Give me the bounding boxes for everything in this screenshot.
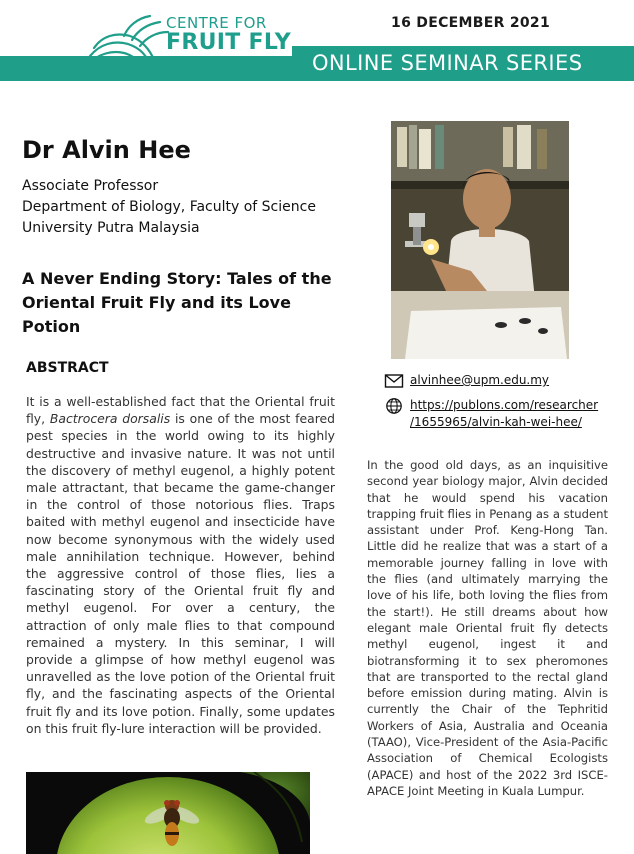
- abstract-text: [26, 393, 335, 737]
- logo-line-1: CENTRE FOR: [166, 14, 267, 32]
- publons-link-line-1[interactable]: https://publons.com/researcher: [410, 398, 599, 412]
- speaker-portrait: [391, 121, 569, 359]
- email-row: [384, 372, 624, 390]
- speaker-name: Dr Alvin Hee: [22, 136, 191, 164]
- speaker-affiliation: [22, 176, 316, 239]
- speaker-photo: [391, 121, 569, 359]
- globe-icon: [384, 397, 404, 415]
- fruit-fly-image: [26, 772, 310, 854]
- fruit-fly-photo: [26, 772, 310, 854]
- series-title: ONLINE SEMINAR SERIES: [312, 51, 583, 75]
- speaker-position: Associate Professor: [22, 178, 159, 194]
- publons-link-line-2[interactable]: /1655965/alvin-kah-wei-hee/: [410, 414, 582, 429]
- talk-title: A Never Ending Story: Tales of the Oriental Fruit Fly and its Love Potion: [22, 269, 332, 336]
- contact-details: [384, 372, 624, 437]
- species-name: Bactrocera dorsalis: [49, 411, 171, 427]
- envelope-icon: [384, 372, 404, 390]
- seminar-date: 16 DECEMBER 2021: [391, 15, 550, 31]
- logo-line-2: FRUIT FLY: [166, 30, 291, 55]
- web-row: [384, 397, 624, 430]
- abstract-body: is one of the most feared pest species in the world owing to its highly destructive and invasive nature. It was not until the discovery of methyl eugenol, a highly potent male attractant, that became the game-changer in the control of those notorious flies. Traps baited with methyl eugenol and insecticide have now become synonymous with the widely used male annihilation technique. However, behind the aggressive control of those flies, lies a fascinating story of the Oriental fruit fly and methyl eugenol. For over a century, the attraction of only male flies to that compound remained a mystery. In this seminar, I will provide a glimpse of how methyl eugenol was unravelled as the love potion of the Oriental fruit fly, and the fascinating aspects of the Oriental fruit fly and its love potion. Finally, some updates on this fruit fly-lure interaction will be provided.: [26, 411, 336, 736]
- abstract-intro: It is a well-established fact that the Oriental fruit fly,: [26, 394, 335, 427]
- series-banner: [292, 46, 634, 81]
- speaker-university: University Putra Malaysia: [22, 220, 200, 236]
- speaker-department: Department of Biology, Faculty of Science: [22, 199, 316, 215]
- publons-link[interactable]: [410, 397, 598, 430]
- email-link[interactable]: alvinhee@upm.edu.my: [410, 373, 550, 387]
- abstract-heading: ABSTRACT: [26, 360, 109, 376]
- speaker-bio: In the good old days, as an inquisitive second year biology major, Alvin decided that he would spend his vacation trapping fruit flies in Penang as a student assistant under Prof. Keng-Hong Tan. Little did he realize that was a start of a memorable journey falling in love with the flies (and ultimately marrying the love of his life, both loving the flies from the start!). He still dreams about how elegant male Oriental fruit fly detects methyl eugenol, ingest it and biotransforming it to sex pheromones that are transported to the rectal gland before emission during mating. Alvin is currently the Chair of the Tephritid Workers of Asia, Australia and Oceania (TAAO), Vice-President of the Asia-Pacific Association of Chemical Ecologists (APACE) and host of the 2022 3rd ISCE-APACE Joint Meeting in Kuala Lumpur.: [367, 458, 608, 798]
